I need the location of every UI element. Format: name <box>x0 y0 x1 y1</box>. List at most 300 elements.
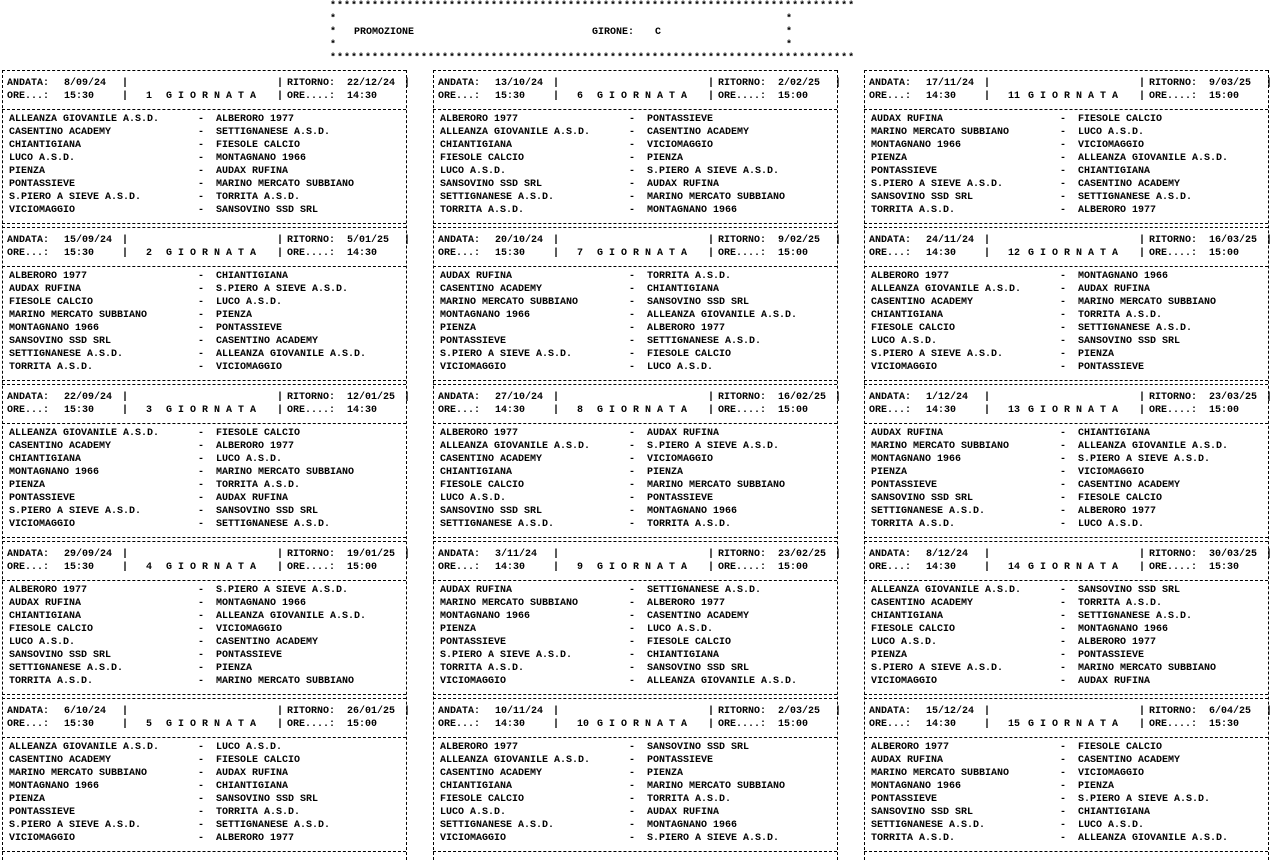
match-separator: - <box>1060 114 1067 125</box>
match-row <box>871 832 1268 845</box>
pipe: | <box>984 78 991 89</box>
pipe: | <box>1139 719 1146 730</box>
home-team: LUCO A.S.D. <box>9 153 76 164</box>
round-title: G I O R N A T A <box>166 91 257 102</box>
round-number: 11 <box>1008 91 1021 102</box>
ore-ritorno-label: ORE....: <box>287 405 336 416</box>
away-team: ALBERORO 1977 <box>216 114 295 125</box>
away-team: MARINO MERCATO SUBBIANO <box>647 781 786 792</box>
andata-date: 20/10/24 <box>495 235 544 246</box>
match-separator: - <box>629 742 636 753</box>
home-team: ALLEANZA GIOVANILE A.S.D. <box>9 428 160 439</box>
match-separator: - <box>1060 441 1067 452</box>
away-team: AUDAX RUFINA <box>1078 676 1151 687</box>
away-team: SETTIGNANESE A.S.D. <box>1078 192 1193 203</box>
home-team: S.PIERO A SIEVE A.S.D. <box>871 179 1004 190</box>
match-separator: - <box>1060 585 1067 596</box>
ore-andata: 15:30 <box>495 91 526 102</box>
pipe: | <box>1139 78 1146 89</box>
home-team: SETTIGNANESE A.S.D. <box>440 820 555 831</box>
header-star-left-2: * <box>330 27 337 38</box>
match-row <box>9 819 406 832</box>
pipe: | <box>1139 562 1146 573</box>
match-separator: - <box>1060 454 1067 465</box>
ritorno-label: RITORNO: <box>718 549 767 560</box>
home-team: ALLEANZA GIOVANILE A.S.D. <box>440 755 591 766</box>
match-row <box>440 152 837 165</box>
home-team: CHIANTIGIANA <box>440 467 513 478</box>
match-row <box>871 662 1268 675</box>
ore-andata-label: ORE...: <box>869 719 912 730</box>
andata-date: 17/11/24 <box>926 78 975 89</box>
round-block <box>2 227 411 383</box>
away-team: FIESOLE CALCIO <box>1078 742 1163 753</box>
home-team: PONTASSIEVE <box>440 637 507 648</box>
match-row <box>871 780 1268 793</box>
home-team: ALBERORO 1977 <box>9 585 88 596</box>
pipe: | <box>1266 392 1273 403</box>
match-separator: - <box>629 271 636 282</box>
round-number: 4 <box>146 562 153 573</box>
match-separator: - <box>629 506 636 517</box>
match-separator: - <box>198 794 205 805</box>
match-row <box>871 322 1268 335</box>
round-bottom-rule <box>864 380 1268 381</box>
away-team: MONTAGNANO 1966 <box>216 598 307 609</box>
ritorno-label: RITORNO: <box>1149 706 1198 717</box>
match-row <box>871 636 1268 649</box>
pipe: | <box>122 706 129 717</box>
round-number: 3 <box>146 405 153 416</box>
ore-andata-label: ORE...: <box>869 91 912 102</box>
match-row <box>871 283 1268 296</box>
ritorno-label: RITORNO: <box>287 706 336 717</box>
round-block <box>2 384 411 540</box>
round-header-rule <box>433 109 837 110</box>
home-team: S.PIERO A SIEVE A.S.D. <box>440 349 573 360</box>
pipe: | <box>984 719 991 730</box>
round-header-rule <box>2 737 406 738</box>
pipe: | <box>404 706 411 717</box>
match-row <box>871 309 1268 322</box>
home-team: CASENTINO ACADEMY <box>9 441 112 452</box>
ore-andata: 14:30 <box>495 405 526 416</box>
away-team: CASENTINO ACADEMY <box>1078 480 1181 491</box>
away-team: AUDAX RUFINA <box>216 166 289 177</box>
home-team: S.PIERO A SIEVE A.S.D. <box>9 192 142 203</box>
match-separator: - <box>629 192 636 203</box>
pipe: | <box>1266 549 1273 560</box>
pipe: | <box>277 549 284 560</box>
home-team: CASENTINO ACADEMY <box>440 454 543 465</box>
match-separator: - <box>629 297 636 308</box>
home-team: FIESOLE CALCIO <box>871 624 956 635</box>
girone-value: C <box>655 27 662 38</box>
column-border-right <box>406 70 407 860</box>
round-number: 12 <box>1008 248 1021 259</box>
match-row <box>9 767 406 780</box>
home-team: SETTIGNANESE A.S.D. <box>871 506 986 517</box>
away-team: ALBERORO 1977 <box>1078 637 1157 648</box>
home-team: FIESOLE CALCIO <box>9 297 94 308</box>
away-team: CASENTINO ACADEMY <box>647 127 750 138</box>
andata-label: ANDATA: <box>869 392 912 403</box>
away-team: VICIOMAGGIO <box>1078 140 1145 151</box>
match-row <box>9 440 406 453</box>
match-separator: - <box>629 807 636 818</box>
round-title: G I O R N A T A <box>1028 248 1119 259</box>
match-row <box>871 806 1268 819</box>
ore-andata: 15:30 <box>64 91 95 102</box>
pipe: | <box>835 549 842 560</box>
round-top-rule <box>864 384 1268 385</box>
match-row <box>871 741 1268 754</box>
match-separator: - <box>629 493 636 504</box>
round-number: 7 <box>577 248 584 259</box>
round-top-rule <box>433 227 837 228</box>
ritorno-label: RITORNO: <box>1149 78 1198 89</box>
round-title: G I O R N A T A <box>1028 719 1119 730</box>
match-row <box>9 204 406 217</box>
home-team: MARINO MERCATO SUBBIANO <box>871 127 1010 138</box>
match-separator: - <box>198 205 205 216</box>
round-header-rule <box>2 580 406 581</box>
round-bottom-rule <box>433 851 837 852</box>
ore-ritorno-label: ORE....: <box>1149 719 1198 730</box>
away-team: S.PIERO A SIEVE A.S.D. <box>216 585 349 596</box>
away-team: CHIANTIGIANA <box>216 271 289 282</box>
match-list <box>871 584 1268 688</box>
away-team: PONTASSIEVE <box>216 323 283 334</box>
round-header-rule <box>2 266 406 267</box>
match-separator: - <box>1060 781 1067 792</box>
ritorno-date: 19/01/25 <box>347 549 396 560</box>
match-separator: - <box>198 480 205 491</box>
pipe: | <box>277 392 284 403</box>
ritorno-date: 12/01/25 <box>347 392 396 403</box>
away-team: CASENTINO ACADEMY <box>1078 755 1181 766</box>
round-bottom-rule <box>2 694 406 695</box>
match-row <box>9 296 406 309</box>
away-team: AUDAX RUFINA <box>1078 284 1151 295</box>
match-row <box>871 610 1268 623</box>
match-separator: - <box>1060 650 1067 661</box>
pipe: | <box>708 562 715 573</box>
match-row <box>440 440 837 453</box>
round-block <box>2 541 411 697</box>
match-separator: - <box>198 598 205 609</box>
round-title: G I O R N A T A <box>166 405 257 416</box>
match-separator: - <box>629 611 636 622</box>
match-row <box>9 649 406 662</box>
match-row <box>871 348 1268 361</box>
away-team: ALLEANZA GIOVANILE A.S.D. <box>216 349 367 360</box>
match-separator: - <box>198 114 205 125</box>
match-separator: - <box>198 585 205 596</box>
match-separator: - <box>629 519 636 530</box>
pipe: | <box>1266 78 1273 89</box>
andata-date: 15/09/24 <box>64 235 113 246</box>
match-row <box>871 204 1268 217</box>
match-row <box>440 178 837 191</box>
round-number: 8 <box>577 405 584 416</box>
ritorno-date: 16/02/25 <box>778 392 827 403</box>
match-separator: - <box>1060 480 1067 491</box>
ore-andata: 14:30 <box>926 91 957 102</box>
match-row <box>440 309 837 322</box>
match-separator: - <box>1060 768 1067 779</box>
home-team: VICIOMAGGIO <box>9 519 76 530</box>
round-bottom-rule <box>2 851 406 852</box>
home-team: AUDAX RUFINA <box>871 114 944 125</box>
pipe: | <box>122 405 129 416</box>
match-row <box>871 466 1268 479</box>
match-row <box>871 152 1268 165</box>
away-team: ALLEANZA GIOVANILE A.S.D. <box>1078 153 1229 164</box>
match-separator: - <box>198 310 205 321</box>
round-top-rule <box>864 70 1268 71</box>
home-team: TORRITA A.S.D. <box>871 519 956 530</box>
andata-date: 8/09/24 <box>64 78 107 89</box>
ore-andata-label: ORE...: <box>438 405 481 416</box>
round-top-rule <box>433 541 837 542</box>
home-team: PONTASSIEVE <box>9 807 76 818</box>
away-team: TORRITA A.S.D. <box>216 480 301 491</box>
header-star-left-3: * <box>330 40 337 51</box>
match-separator: - <box>629 179 636 190</box>
home-team: CHIANTIGIANA <box>440 140 513 151</box>
match-row <box>440 832 837 845</box>
match-row <box>440 675 837 688</box>
match-row <box>440 270 837 283</box>
match-separator: - <box>1060 310 1067 321</box>
match-row <box>440 126 837 139</box>
match-separator: - <box>198 284 205 295</box>
ritorno-date: 2/02/25 <box>778 78 821 89</box>
round-bottom-rule <box>2 380 406 381</box>
home-team: TORRITA A.S.D. <box>440 663 525 674</box>
home-team: VICIOMAGGIO <box>871 362 938 373</box>
match-separator: - <box>629 127 636 138</box>
andata-date: 15/12/24 <box>926 706 975 717</box>
ore-andata: 15:30 <box>495 248 526 259</box>
match-separator: - <box>1060 297 1067 308</box>
home-team: ALLEANZA GIOVANILE A.S.D. <box>871 284 1022 295</box>
match-list <box>440 270 837 374</box>
away-team: TORRITA A.S.D. <box>1078 598 1163 609</box>
round-block <box>864 227 1273 383</box>
ore-ritorno: 15:00 <box>347 719 378 730</box>
header-star-right-1: * <box>786 14 793 25</box>
match-row <box>440 780 837 793</box>
round-block <box>2 698 411 854</box>
round-header-rule <box>2 423 406 424</box>
away-team: FIESOLE CALCIO <box>216 428 301 439</box>
match-row <box>9 479 406 492</box>
match-row <box>871 427 1268 440</box>
ore-ritorno: 14:30 <box>347 405 378 416</box>
ore-andata: 15:30 <box>64 562 95 573</box>
home-team: LUCO A.S.D. <box>440 807 507 818</box>
match-separator: - <box>629 833 636 844</box>
home-team: CHIANTIGIANA <box>9 140 82 151</box>
match-row <box>9 348 406 361</box>
round-header-rule <box>864 266 1268 267</box>
match-separator: - <box>629 284 636 295</box>
away-team: ALLEANZA GIOVANILE A.S.D. <box>1078 833 1229 844</box>
match-row <box>9 335 406 348</box>
round-header-rule <box>2 109 406 110</box>
round-bottom-rule <box>864 537 1268 538</box>
ritorno-date: 6/04/25 <box>1209 706 1252 717</box>
away-team: MONTAGNANO 1966 <box>647 506 738 517</box>
home-team: CASENTINO ACADEMY <box>9 127 112 138</box>
round-top-rule <box>2 698 406 699</box>
home-team: MONTAGNANO 1966 <box>9 323 100 334</box>
home-team: SANSOVINO SSD SRL <box>440 506 543 517</box>
away-team: S.PIERO A SIEVE A.S.D. <box>216 284 349 295</box>
home-team: CASENTINO ACADEMY <box>440 284 543 295</box>
match-separator: - <box>1060 506 1067 517</box>
match-separator: - <box>629 310 636 321</box>
away-team: AUDAX RUFINA <box>216 493 289 504</box>
match-row <box>440 754 837 767</box>
match-row <box>9 675 406 688</box>
pipe: | <box>553 248 560 259</box>
match-separator: - <box>198 833 205 844</box>
match-separator: - <box>629 820 636 831</box>
match-row <box>871 675 1268 688</box>
round-block <box>433 384 842 540</box>
pipe: | <box>122 562 129 573</box>
match-row <box>9 361 406 374</box>
pipe: | <box>277 235 284 246</box>
schedule-column <box>433 70 842 860</box>
away-team: SANSOVINO SSD SRL <box>216 794 319 805</box>
pipe: | <box>553 392 560 403</box>
pipe: | <box>708 248 715 259</box>
match-row <box>9 113 406 126</box>
match-separator: - <box>629 362 636 373</box>
home-team: SANSOVINO SSD SRL <box>9 336 112 347</box>
match-separator: - <box>198 336 205 347</box>
match-separator: - <box>629 663 636 674</box>
match-row <box>871 335 1268 348</box>
away-team: TORRITA A.S.D. <box>647 794 732 805</box>
home-team: CASENTINO ACADEMY <box>871 297 974 308</box>
column-border-right <box>837 70 838 860</box>
ore-ritorno: 15:00 <box>1209 91 1240 102</box>
match-row <box>9 309 406 322</box>
match-separator: - <box>1060 519 1067 530</box>
match-separator: - <box>629 336 636 347</box>
ritorno-date: 16/03/25 <box>1209 235 1258 246</box>
home-team: ALBERORO 1977 <box>9 271 88 282</box>
ore-andata-label: ORE...: <box>438 719 481 730</box>
away-team: AUDAX RUFINA <box>647 428 720 439</box>
home-team: CASENTINO ACADEMY <box>9 755 112 766</box>
match-row <box>9 597 406 610</box>
round-block <box>433 70 842 226</box>
match-row <box>440 296 837 309</box>
match-row <box>871 819 1268 832</box>
pipe: | <box>835 78 842 89</box>
ritorno-date: 26/01/25 <box>347 706 396 717</box>
round-bottom-rule <box>433 694 837 695</box>
pipe: | <box>122 91 129 102</box>
round-number: 6 <box>577 91 584 102</box>
pipe: | <box>553 549 560 560</box>
match-separator: - <box>1060 807 1067 818</box>
match-separator: - <box>1060 755 1067 766</box>
ritorno-date: 5/01/25 <box>347 235 390 246</box>
pipe: | <box>984 405 991 416</box>
home-team: AUDAX RUFINA <box>440 271 513 282</box>
match-row <box>9 754 406 767</box>
match-row <box>440 361 837 374</box>
match-separator: - <box>629 480 636 491</box>
round-number: 15 <box>1008 719 1021 730</box>
schedule-column <box>2 70 411 860</box>
away-team: MARINO MERCATO SUBBIANO <box>1078 297 1217 308</box>
match-row <box>9 505 406 518</box>
match-list <box>871 427 1268 531</box>
home-team: MONTAGNANO 1966 <box>9 467 100 478</box>
match-row <box>440 204 837 217</box>
home-team: SANSOVINO SSD SRL <box>871 192 974 203</box>
home-team: TORRITA A.S.D. <box>9 676 94 687</box>
home-team: PONTASSIEVE <box>871 166 938 177</box>
home-team: ALLEANZA GIOVANILE A.S.D. <box>9 114 160 125</box>
away-team: PIENZA <box>1078 349 1115 360</box>
home-team: TORRITA A.S.D. <box>871 833 956 844</box>
andata-date: 13/10/24 <box>495 78 544 89</box>
match-separator: - <box>1060 676 1067 687</box>
round-title: G I O R N A T A <box>166 562 257 573</box>
match-separator: - <box>1060 140 1067 151</box>
pipe: | <box>553 91 560 102</box>
match-row <box>440 518 837 531</box>
away-team: MARINO MERCATO SUBBIANO <box>216 467 355 478</box>
away-team: PONTASSIEVE <box>647 114 714 125</box>
home-team: PIENZA <box>9 794 46 805</box>
away-team: CHIANTIGIANA <box>1078 428 1151 439</box>
home-team: CHIANTIGIANA <box>440 781 513 792</box>
round-number: 2 <box>146 248 153 259</box>
home-team: AUDAX RUFINA <box>9 284 82 295</box>
home-team: S.PIERO A SIEVE A.S.D. <box>871 663 1004 674</box>
away-team: FIESOLE CALCIO <box>216 755 301 766</box>
match-row <box>440 636 837 649</box>
away-team: S.PIERO A SIEVE A.S.D. <box>647 833 780 844</box>
ore-andata: 14:30 <box>926 562 957 573</box>
round-number: 13 <box>1008 405 1021 416</box>
match-row <box>440 649 837 662</box>
home-team: S.PIERO A SIEVE A.S.D. <box>9 506 142 517</box>
match-row <box>871 793 1268 806</box>
pipe: | <box>984 235 991 246</box>
ore-ritorno-label: ORE....: <box>718 248 767 259</box>
andata-date: 22/09/24 <box>64 392 113 403</box>
round-title: G I O R N A T A <box>166 248 257 259</box>
home-team: CHIANTIGIANA <box>9 611 82 622</box>
pipe: | <box>984 248 991 259</box>
match-separator: - <box>198 179 205 190</box>
pipe: | <box>277 405 284 416</box>
home-team: ALBERORO 1977 <box>440 742 519 753</box>
ritorno-date: 9/02/25 <box>778 235 821 246</box>
match-separator: - <box>629 153 636 164</box>
